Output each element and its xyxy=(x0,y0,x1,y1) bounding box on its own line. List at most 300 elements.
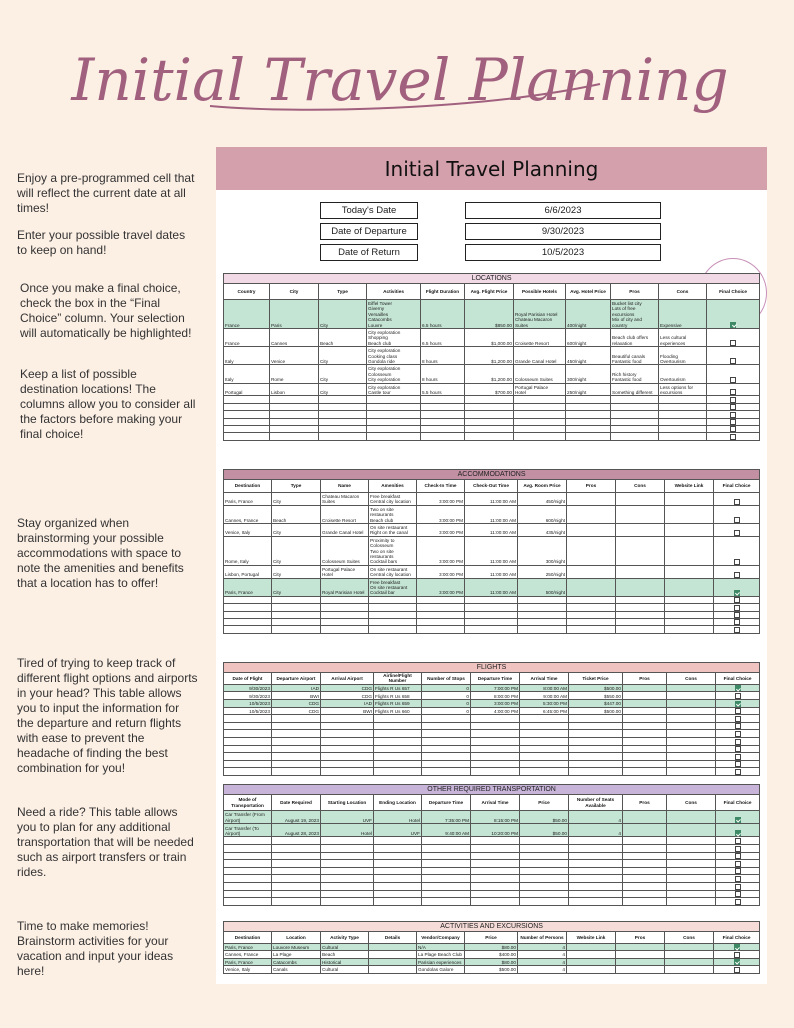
activities-cell[interactable]: $500.00 xyxy=(465,966,518,973)
flights-cell[interactable]: $500.00 xyxy=(569,707,623,715)
flights-empty-cell[interactable] xyxy=(569,715,623,723)
transport-empty-cell[interactable] xyxy=(667,837,716,845)
locations-cell[interactable]: Something different xyxy=(611,383,659,396)
locations-empty-cell[interactable] xyxy=(421,396,465,403)
locations-empty-cell[interactable] xyxy=(367,418,421,425)
accommodations-empty-cell[interactable] xyxy=(518,596,567,603)
locations-cell[interactable]: 600/night xyxy=(566,329,611,347)
transport-empty-cell[interactable] xyxy=(422,844,471,852)
flights-empty-cell[interactable] xyxy=(321,753,374,761)
locations-empty-cell[interactable] xyxy=(421,425,465,432)
flights-empty-cell[interactable] xyxy=(224,722,272,730)
flights-empty-cell[interactable] xyxy=(569,745,623,753)
flights-cell[interactable]: 0 xyxy=(422,700,471,708)
accommodations-cell[interactable]: Portugal Palace Hotel xyxy=(321,565,369,578)
activities-cell[interactable] xyxy=(369,951,417,958)
accommodations-cell[interactable] xyxy=(616,536,665,565)
flights-empty-cell[interactable] xyxy=(374,768,422,776)
final-choice-checkbox[interactable] xyxy=(735,830,741,836)
transport-empty-cell[interactable] xyxy=(667,875,716,883)
locations-cell[interactable]: City xyxy=(319,365,367,383)
transport-empty-cell[interactable] xyxy=(422,837,471,845)
activities-cell[interactable]: $400.00 xyxy=(465,951,518,958)
transport-empty-cell[interactable] xyxy=(321,837,374,845)
activities-cell[interactable]: La Plage xyxy=(272,951,321,958)
accommodations-empty-cell[interactable] xyxy=(518,618,567,625)
transport-empty-cell[interactable] xyxy=(272,898,321,906)
transport-empty-cell[interactable] xyxy=(374,867,422,875)
flights-empty-cell[interactable] xyxy=(569,722,623,730)
flights-empty-cell[interactable] xyxy=(520,722,569,730)
flights-empty-cell[interactable] xyxy=(667,722,716,730)
flights-empty-cell[interactable] xyxy=(520,760,569,768)
locations-empty-cell[interactable] xyxy=(659,403,707,410)
flights-empty-cell[interactable] xyxy=(569,730,623,738)
locations-empty-cell[interactable] xyxy=(270,433,319,440)
today-date-value[interactable]: 6/6/2023 xyxy=(465,202,661,219)
flights-empty-cell[interactable] xyxy=(667,760,716,768)
locations-empty-cell[interactable] xyxy=(319,418,367,425)
flights-empty-cell[interactable] xyxy=(374,722,422,730)
locations-empty-cell[interactable] xyxy=(270,425,319,432)
flights-empty-cell[interactable] xyxy=(667,737,716,745)
final-choice-checkbox[interactable] xyxy=(735,685,741,691)
accommodations-cell[interactable]: On site restaurant Central city location xyxy=(369,565,417,578)
flights-empty-cell[interactable] xyxy=(272,730,321,738)
flights-cell[interactable]: Flights R Us 659 xyxy=(374,700,422,708)
locations-empty-cell[interactable] xyxy=(514,425,566,432)
transport-empty-cell[interactable] xyxy=(422,882,471,890)
accommodations-empty-cell[interactable] xyxy=(321,618,369,625)
locations-cell[interactable]: Overtourism xyxy=(659,365,707,383)
transport-empty-cell[interactable] xyxy=(471,882,520,890)
accommodations-cell[interactable]: City xyxy=(272,493,321,506)
transport-empty-cell[interactable] xyxy=(471,844,520,852)
accommodations-cell[interactable] xyxy=(567,523,616,536)
flights-cell[interactable] xyxy=(623,684,667,692)
flights-cell[interactable]: 3:00:00 PM xyxy=(471,700,520,708)
final-choice-checkbox[interactable] xyxy=(730,322,736,328)
locations-cell[interactable]: Bucket list city Lots of free excursions Mix of city and country xyxy=(611,300,659,329)
locations-empty-cell[interactable] xyxy=(566,403,611,410)
final-choice-checkbox[interactable] xyxy=(735,817,741,823)
flights-empty-cell[interactable] xyxy=(667,730,716,738)
flights-empty-cell[interactable] xyxy=(224,730,272,738)
final-choice-checkbox[interactable] xyxy=(735,846,741,852)
activities-cell[interactable] xyxy=(665,944,714,951)
flights-empty-cell[interactable] xyxy=(374,745,422,753)
locations-cell[interactable]: Paris xyxy=(270,300,319,329)
locations-empty-cell[interactable] xyxy=(319,411,367,418)
locations-empty-cell[interactable] xyxy=(367,403,421,410)
flights-empty-cell[interactable] xyxy=(569,753,623,761)
transport-empty-cell[interactable] xyxy=(224,860,272,868)
final-choice-checkbox[interactable] xyxy=(735,884,741,890)
locations-empty-cell[interactable] xyxy=(611,433,659,440)
transport-empty-cell[interactable] xyxy=(471,860,520,868)
locations-empty-cell[interactable] xyxy=(566,433,611,440)
flights-empty-cell[interactable] xyxy=(623,768,667,776)
flights-empty-cell[interactable] xyxy=(374,715,422,723)
transport-empty-cell[interactable] xyxy=(667,860,716,868)
final-choice-checkbox[interactable] xyxy=(735,868,741,874)
locations-empty-cell[interactable] xyxy=(270,396,319,403)
accommodations-empty-cell[interactable] xyxy=(616,604,665,611)
flights-empty-cell[interactable] xyxy=(569,737,623,745)
transport-empty-cell[interactable] xyxy=(422,875,471,883)
flights-cell[interactable]: $447.00 xyxy=(569,700,623,708)
flights-empty-cell[interactable] xyxy=(623,722,667,730)
locations-cell[interactable]: Beautiful canals Fantastic food xyxy=(611,347,659,365)
flights-empty-cell[interactable] xyxy=(623,737,667,745)
accommodations-cell[interactable]: 11:00:00 AM xyxy=(465,493,518,506)
flights-cell[interactable]: 7:00:00 PM xyxy=(471,684,520,692)
flights-empty-cell[interactable] xyxy=(520,730,569,738)
flights-cell[interactable]: IAD xyxy=(272,684,321,692)
transport-cell[interactable]: Car Transfer (From Airport) xyxy=(224,811,272,824)
flights-empty-cell[interactable] xyxy=(520,715,569,723)
locations-empty-cell[interactable] xyxy=(270,411,319,418)
locations-cell[interactable]: $700.00 xyxy=(465,383,514,396)
activities-cell[interactable]: Venice, Italy xyxy=(224,966,272,973)
transport-empty-cell[interactable] xyxy=(623,844,667,852)
final-choice-checkbox[interactable] xyxy=(730,397,736,403)
activities-cell[interactable]: Cultural xyxy=(321,966,369,973)
flights-empty-cell[interactable] xyxy=(321,768,374,776)
transport-empty-cell[interactable] xyxy=(667,844,716,852)
transport-empty-cell[interactable] xyxy=(667,882,716,890)
transport-empty-cell[interactable] xyxy=(422,898,471,906)
flights-empty-cell[interactable] xyxy=(471,730,520,738)
flights-empty-cell[interactable] xyxy=(374,730,422,738)
accommodations-cell[interactable]: City xyxy=(272,536,321,565)
flights-empty-cell[interactable] xyxy=(272,753,321,761)
transport-empty-cell[interactable] xyxy=(471,837,520,845)
flights-cell[interactable]: 8:00:00 AM xyxy=(520,684,569,692)
flights-empty-cell[interactable] xyxy=(667,768,716,776)
locations-cell[interactable]: 400/night xyxy=(566,300,611,329)
locations-empty-cell[interactable] xyxy=(611,418,659,425)
locations-empty-cell[interactable] xyxy=(270,403,319,410)
accommodations-empty-cell[interactable] xyxy=(616,626,665,633)
flights-empty-cell[interactable] xyxy=(422,737,471,745)
final-choice-checkbox[interactable] xyxy=(735,731,741,737)
final-choice-checkbox[interactable] xyxy=(735,876,741,882)
locations-cell[interactable]: Portugal Palace Hotel xyxy=(514,383,566,396)
accommodations-empty-cell[interactable] xyxy=(417,604,465,611)
transport-cell[interactable] xyxy=(667,824,716,837)
locations-cell[interactable]: Less cultural experiences xyxy=(659,329,707,347)
return-date-value[interactable]: 10/5/2023 xyxy=(465,244,661,261)
accommodations-cell[interactable] xyxy=(616,493,665,506)
accommodations-cell[interactable]: Chateau Macaron Suites xyxy=(321,493,369,506)
accommodations-cell[interactable]: Venice, Italy xyxy=(224,523,272,536)
locations-cell[interactable]: Italy xyxy=(224,365,270,383)
flights-cell[interactable] xyxy=(667,684,716,692)
final-choice-checkbox[interactable] xyxy=(734,597,740,603)
locations-empty-cell[interactable] xyxy=(611,403,659,410)
final-choice-checkbox[interactable] xyxy=(734,952,740,958)
flights-cell[interactable]: BWI xyxy=(321,707,374,715)
final-choice-checkbox[interactable] xyxy=(730,340,736,346)
accommodations-cell[interactable]: Cannes, France xyxy=(224,505,272,523)
transport-empty-cell[interactable] xyxy=(569,852,623,860)
transport-empty-cell[interactable] xyxy=(272,852,321,860)
flights-empty-cell[interactable] xyxy=(623,753,667,761)
transport-empty-cell[interactable] xyxy=(224,882,272,890)
transport-empty-cell[interactable] xyxy=(224,890,272,898)
final-choice-checkbox[interactable] xyxy=(734,627,740,633)
flights-empty-cell[interactable] xyxy=(224,737,272,745)
accommodations-cell[interactable]: On site restaurant Right on the canal xyxy=(369,523,417,536)
final-choice-checkbox[interactable] xyxy=(734,967,740,973)
transport-empty-cell[interactable] xyxy=(623,898,667,906)
locations-empty-cell[interactable] xyxy=(611,425,659,432)
transport-empty-cell[interactable] xyxy=(520,867,569,875)
accommodations-empty-cell[interactable] xyxy=(465,611,518,618)
locations-empty-cell[interactable] xyxy=(659,396,707,403)
locations-cell[interactable]: $1,200.00 xyxy=(465,365,514,383)
flights-cell[interactable] xyxy=(623,707,667,715)
locations-cell[interactable]: Grande Canal Hotel xyxy=(514,347,566,365)
locations-cell[interactable]: City exploration Shopping Beach club xyxy=(367,329,421,347)
flights-empty-cell[interactable] xyxy=(321,715,374,723)
flights-cell[interactable]: CDG xyxy=(272,700,321,708)
flights-empty-cell[interactable] xyxy=(224,753,272,761)
transport-empty-cell[interactable] xyxy=(569,867,623,875)
locations-empty-cell[interactable] xyxy=(465,411,514,418)
accommodations-empty-cell[interactable] xyxy=(369,604,417,611)
accommodations-cell[interactable] xyxy=(665,578,714,596)
accommodations-cell[interactable]: 250/night xyxy=(518,565,567,578)
flights-empty-cell[interactable] xyxy=(374,760,422,768)
flights-cell[interactable]: CDG xyxy=(321,692,374,700)
activities-cell[interactable]: Canals xyxy=(272,966,321,973)
accommodations-cell[interactable] xyxy=(567,536,616,565)
transport-empty-cell[interactable] xyxy=(623,875,667,883)
final-choice-checkbox[interactable] xyxy=(730,389,736,395)
activities-cell[interactable]: Cultural xyxy=(321,944,369,951)
transport-empty-cell[interactable] xyxy=(374,852,422,860)
locations-empty-cell[interactable] xyxy=(566,411,611,418)
flights-empty-cell[interactable] xyxy=(374,753,422,761)
accommodations-empty-cell[interactable] xyxy=(665,618,714,625)
transport-empty-cell[interactable] xyxy=(272,875,321,883)
flights-cell[interactable]: BWI xyxy=(272,692,321,700)
transport-empty-cell[interactable] xyxy=(422,867,471,875)
locations-empty-cell[interactable] xyxy=(465,418,514,425)
locations-empty-cell[interactable] xyxy=(319,396,367,403)
transport-empty-cell[interactable] xyxy=(321,890,374,898)
flights-empty-cell[interactable] xyxy=(623,745,667,753)
activities-cell[interactable] xyxy=(369,958,417,965)
accommodations-cell[interactable]: Grande Canal Hotel xyxy=(321,523,369,536)
accommodations-empty-cell[interactable] xyxy=(272,626,321,633)
accommodations-cell[interactable]: 3:00:00 PM xyxy=(417,578,465,596)
flights-cell[interactable]: 10/5/2023 xyxy=(224,707,272,715)
activities-cell[interactable] xyxy=(616,958,665,965)
activities-cell[interactable] xyxy=(616,951,665,958)
accommodations-empty-cell[interactable] xyxy=(272,604,321,611)
final-choice-checkbox[interactable] xyxy=(734,605,740,611)
transport-empty-cell[interactable] xyxy=(471,875,520,883)
locations-cell[interactable]: Beach xyxy=(319,329,367,347)
accommodations-cell[interactable]: 450/night xyxy=(518,493,567,506)
accommodations-cell[interactable] xyxy=(665,565,714,578)
activities-cell[interactable] xyxy=(369,966,417,973)
flights-empty-cell[interactable] xyxy=(520,745,569,753)
transport-empty-cell[interactable] xyxy=(520,837,569,845)
locations-cell[interactable]: City xyxy=(319,347,367,365)
accommodations-empty-cell[interactable] xyxy=(567,604,616,611)
locations-empty-cell[interactable] xyxy=(367,411,421,418)
accommodations-empty-cell[interactable] xyxy=(321,596,369,603)
locations-empty-cell[interactable] xyxy=(659,418,707,425)
accommodations-empty-cell[interactable] xyxy=(665,611,714,618)
locations-cell[interactable]: City exploration Cooking class Gondola ride xyxy=(367,347,421,365)
transport-empty-cell[interactable] xyxy=(224,852,272,860)
locations-cell[interactable]: France xyxy=(224,329,270,347)
locations-cell[interactable]: Beach club offers relaxation xyxy=(611,329,659,347)
locations-empty-cell[interactable] xyxy=(224,425,270,432)
final-choice-checkbox[interactable] xyxy=(735,853,741,859)
final-choice-checkbox[interactable] xyxy=(735,761,741,767)
locations-cell[interactable]: 8 hours xyxy=(421,365,465,383)
accommodations-cell[interactable]: Paris, France xyxy=(224,578,272,596)
locations-cell[interactable]: Eiffel Tower Giverny Versailles Catacombs Louvre xyxy=(367,300,421,329)
locations-cell[interactable]: Rome xyxy=(270,365,319,383)
locations-cell[interactable]: 5.5 hours xyxy=(421,383,465,396)
final-choice-checkbox[interactable] xyxy=(735,739,741,745)
transport-empty-cell[interactable] xyxy=(272,844,321,852)
transport-empty-cell[interactable] xyxy=(569,844,623,852)
transport-empty-cell[interactable] xyxy=(471,867,520,875)
final-choice-checkbox[interactable] xyxy=(735,861,741,867)
final-choice-checkbox[interactable] xyxy=(730,412,736,418)
transport-cell[interactable]: Hotel xyxy=(321,824,374,837)
transport-empty-cell[interactable] xyxy=(374,875,422,883)
transport-empty-cell[interactable] xyxy=(569,898,623,906)
flights-empty-cell[interactable] xyxy=(321,730,374,738)
transport-empty-cell[interactable] xyxy=(569,875,623,883)
transport-cell[interactable]: 9:40:00 AM xyxy=(422,824,471,837)
locations-cell[interactable]: Portugal xyxy=(224,383,270,396)
locations-empty-cell[interactable] xyxy=(465,433,514,440)
flights-empty-cell[interactable] xyxy=(569,768,623,776)
transport-empty-cell[interactable] xyxy=(272,837,321,845)
final-choice-checkbox[interactable] xyxy=(735,769,741,775)
transport-empty-cell[interactable] xyxy=(471,852,520,860)
locations-cell[interactable]: Colosseum Suites xyxy=(514,365,566,383)
locations-empty-cell[interactable] xyxy=(566,418,611,425)
flights-cell[interactable] xyxy=(667,707,716,715)
accommodations-cell[interactable]: Two on site restaurants Beach club xyxy=(369,505,417,523)
locations-empty-cell[interactable] xyxy=(421,418,465,425)
flights-cell[interactable]: 10/5/2023 xyxy=(224,700,272,708)
flights-empty-cell[interactable] xyxy=(422,730,471,738)
accommodations-empty-cell[interactable] xyxy=(567,596,616,603)
accommodations-empty-cell[interactable] xyxy=(465,618,518,625)
accommodations-cell[interactable]: Paris, France xyxy=(224,493,272,506)
locations-empty-cell[interactable] xyxy=(367,425,421,432)
locations-cell[interactable]: Royal Parisian Hotel Chateau Macaron Suites xyxy=(514,300,566,329)
locations-cell[interactable]: City exploration Castle tour xyxy=(367,383,421,396)
final-choice-checkbox[interactable] xyxy=(730,434,736,440)
flights-empty-cell[interactable] xyxy=(224,715,272,723)
locations-cell[interactable]: Expensive xyxy=(659,300,707,329)
transport-cell[interactable]: 7:35:00 PM xyxy=(422,811,471,824)
transport-empty-cell[interactable] xyxy=(667,852,716,860)
accommodations-cell[interactable]: Croisette Resort xyxy=(321,505,369,523)
flights-empty-cell[interactable] xyxy=(569,760,623,768)
final-choice-checkbox[interactable] xyxy=(730,404,736,410)
accommodations-empty-cell[interactable] xyxy=(616,611,665,618)
transport-empty-cell[interactable] xyxy=(569,890,623,898)
transport-empty-cell[interactable] xyxy=(422,860,471,868)
activities-cell[interactable]: $80.00 xyxy=(465,944,518,951)
transport-empty-cell[interactable] xyxy=(667,898,716,906)
flights-empty-cell[interactable] xyxy=(422,768,471,776)
locations-empty-cell[interactable] xyxy=(319,403,367,410)
accommodations-empty-cell[interactable] xyxy=(465,604,518,611)
transport-empty-cell[interactable] xyxy=(321,898,374,906)
activities-cell[interactable]: 4 xyxy=(518,958,567,965)
flights-empty-cell[interactable] xyxy=(623,760,667,768)
accommodations-cell[interactable]: 11:00:00 AM xyxy=(465,536,518,565)
accommodations-cell[interactable]: 3:00:00 PM xyxy=(417,565,465,578)
accommodations-cell[interactable]: 300/night xyxy=(518,536,567,565)
transport-empty-cell[interactable] xyxy=(321,867,374,875)
flights-cell[interactable]: 0 xyxy=(422,707,471,715)
locations-empty-cell[interactable] xyxy=(465,403,514,410)
accommodations-cell[interactable]: City xyxy=(272,523,321,536)
transport-empty-cell[interactable] xyxy=(224,898,272,906)
activities-cell[interactable] xyxy=(665,958,714,965)
flights-cell[interactable]: 9:00:00 AM xyxy=(520,692,569,700)
accommodations-empty-cell[interactable] xyxy=(465,596,518,603)
accommodations-cell[interactable]: 3:00:00 PM xyxy=(417,505,465,523)
transport-empty-cell[interactable] xyxy=(520,890,569,898)
accommodations-cell[interactable]: 3:00:00 PM xyxy=(417,523,465,536)
locations-empty-cell[interactable] xyxy=(367,433,421,440)
flights-empty-cell[interactable] xyxy=(224,745,272,753)
transport-empty-cell[interactable] xyxy=(272,882,321,890)
transport-empty-cell[interactable] xyxy=(471,898,520,906)
transport-cell[interactable] xyxy=(623,824,667,837)
locations-empty-cell[interactable] xyxy=(566,425,611,432)
flights-empty-cell[interactable] xyxy=(471,722,520,730)
accommodations-cell[interactable]: Lisbon, Portugal xyxy=(224,565,272,578)
accommodations-cell[interactable] xyxy=(567,505,616,523)
final-choice-checkbox[interactable] xyxy=(734,572,740,578)
flights-cell[interactable]: 5:30:00 PM xyxy=(520,700,569,708)
transport-empty-cell[interactable] xyxy=(520,875,569,883)
transport-empty-cell[interactable] xyxy=(374,898,422,906)
locations-empty-cell[interactable] xyxy=(224,396,270,403)
locations-empty-cell[interactable] xyxy=(224,433,270,440)
transport-cell[interactable]: UVF xyxy=(321,811,374,824)
accommodations-empty-cell[interactable] xyxy=(224,618,272,625)
activities-cell[interactable] xyxy=(567,958,616,965)
accommodations-cell[interactable] xyxy=(665,505,714,523)
flights-cell[interactable]: Flights R Us 657 xyxy=(374,684,422,692)
transport-empty-cell[interactable] xyxy=(374,844,422,852)
transport-empty-cell[interactable] xyxy=(422,852,471,860)
locations-empty-cell[interactable] xyxy=(514,396,566,403)
accommodations-empty-cell[interactable] xyxy=(567,626,616,633)
activities-cell[interactable]: Paris, France xyxy=(224,944,272,951)
locations-empty-cell[interactable] xyxy=(659,425,707,432)
